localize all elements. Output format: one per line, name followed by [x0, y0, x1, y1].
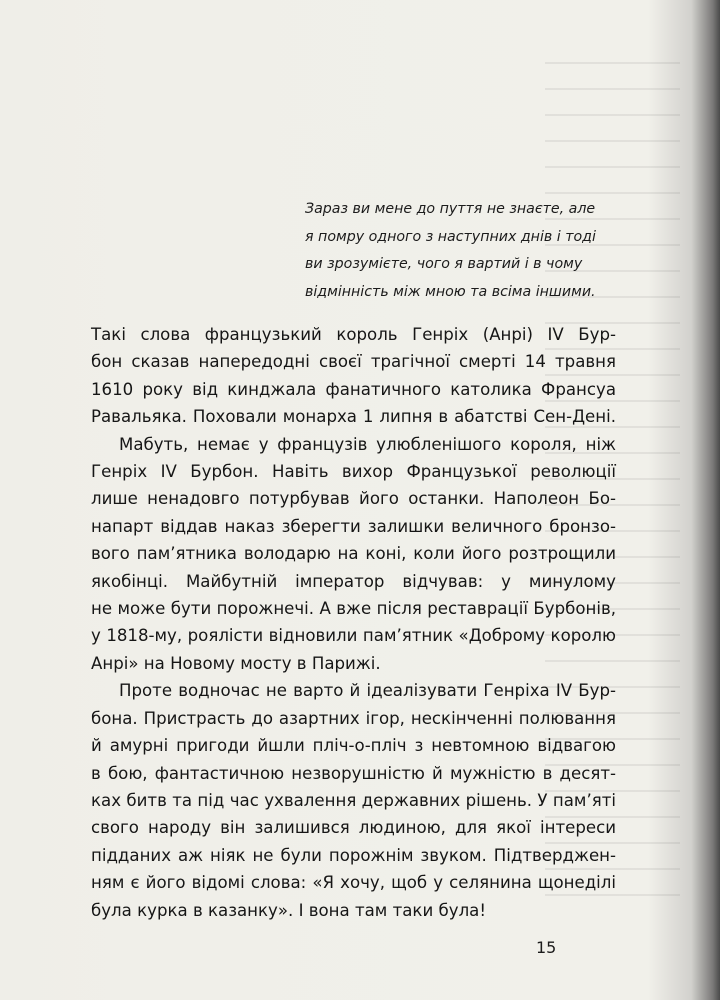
paragraph-1	[91, 321, 616, 431]
epigraph-line: ви зрозумієте, чого я вартий і в чому	[305, 256, 583, 272]
epigraph-quote	[305, 196, 605, 306]
text-line: вого пам’ятника володарю на коні, коли його розтрощили	[91, 544, 616, 564]
text-line: ках битв та під час ухвалення державних рішень. У пам’яті	[91, 790, 616, 810]
text-line: якобінці. Майбутній імператор відчував: у минулому	[91, 571, 616, 591]
text-line: Равальяка. Поховали монарха 1 липня в абатстві Сен-Дені.	[91, 407, 616, 427]
text-line: напарт віддав наказ зберегти залишки величного бронзо-	[91, 516, 616, 536]
body-text	[91, 321, 616, 924]
text-line: й амурні пригоди йшли пліч-о-пліч з невтомною відвагою	[91, 736, 616, 756]
text-line: Мабуть, немає у французів улюбленішого короля, ніж	[119, 434, 616, 454]
text-line: ням є його відомі слова: «Я хочу, щоб у селянина щонеділі	[91, 873, 616, 893]
epigraph-line: відмінність між мною та всіма іншими.	[305, 283, 596, 300]
text-line: свого народу він залишився людиною, для якої інтереси	[91, 818, 616, 838]
epigraph-line: я помру одного з наступних днів і тоді	[305, 228, 596, 245]
text-line: бон сказав напередодні своєї трагічної смерті 14 травня	[91, 352, 616, 372]
text-line: Анрі» на Новому мосту в Парижі.	[91, 653, 381, 673]
text-line: підданих аж ніяк не були порожнім звуком. Підтверджен-	[91, 845, 616, 865]
paragraph-3	[91, 677, 616, 924]
text-line: лише ненадовго потурбував його останки. Наполеон Бо-	[91, 489, 616, 509]
text-line: Генріх IV Бурбон. Навіть вихор Французької революції	[91, 462, 616, 482]
text-line: Такі слова французький король Генріх (Анрі) IV Бур-	[91, 325, 616, 344]
text-line: 1610 року від кинджала фанатичного католика Франсуа	[91, 379, 616, 399]
text-line: бона. Пристрасть до азартних ігор, нескінченні полювання	[91, 708, 616, 728]
text-line: не може бути порожнечі. А вже після реставрації Бурбонів,	[91, 599, 616, 619]
text-line: була курка в казанку». І вона там таки була!	[91, 900, 486, 920]
epigraph-line: Зараз ви мене до пуття не знаєте, але	[305, 201, 596, 217]
paragraph-2	[91, 431, 616, 678]
text-line: Проте водночас не варто й ідеалізувати Генріха IV Бур-	[119, 681, 616, 701]
text-line: у 1818-му, роялісти відновили пам’ятник «Доброму королю	[91, 626, 616, 646]
page-number: 15	[536, 938, 557, 957]
text-line: в бою, фантастичною незворушністю й мужністю в десят-	[91, 763, 616, 783]
